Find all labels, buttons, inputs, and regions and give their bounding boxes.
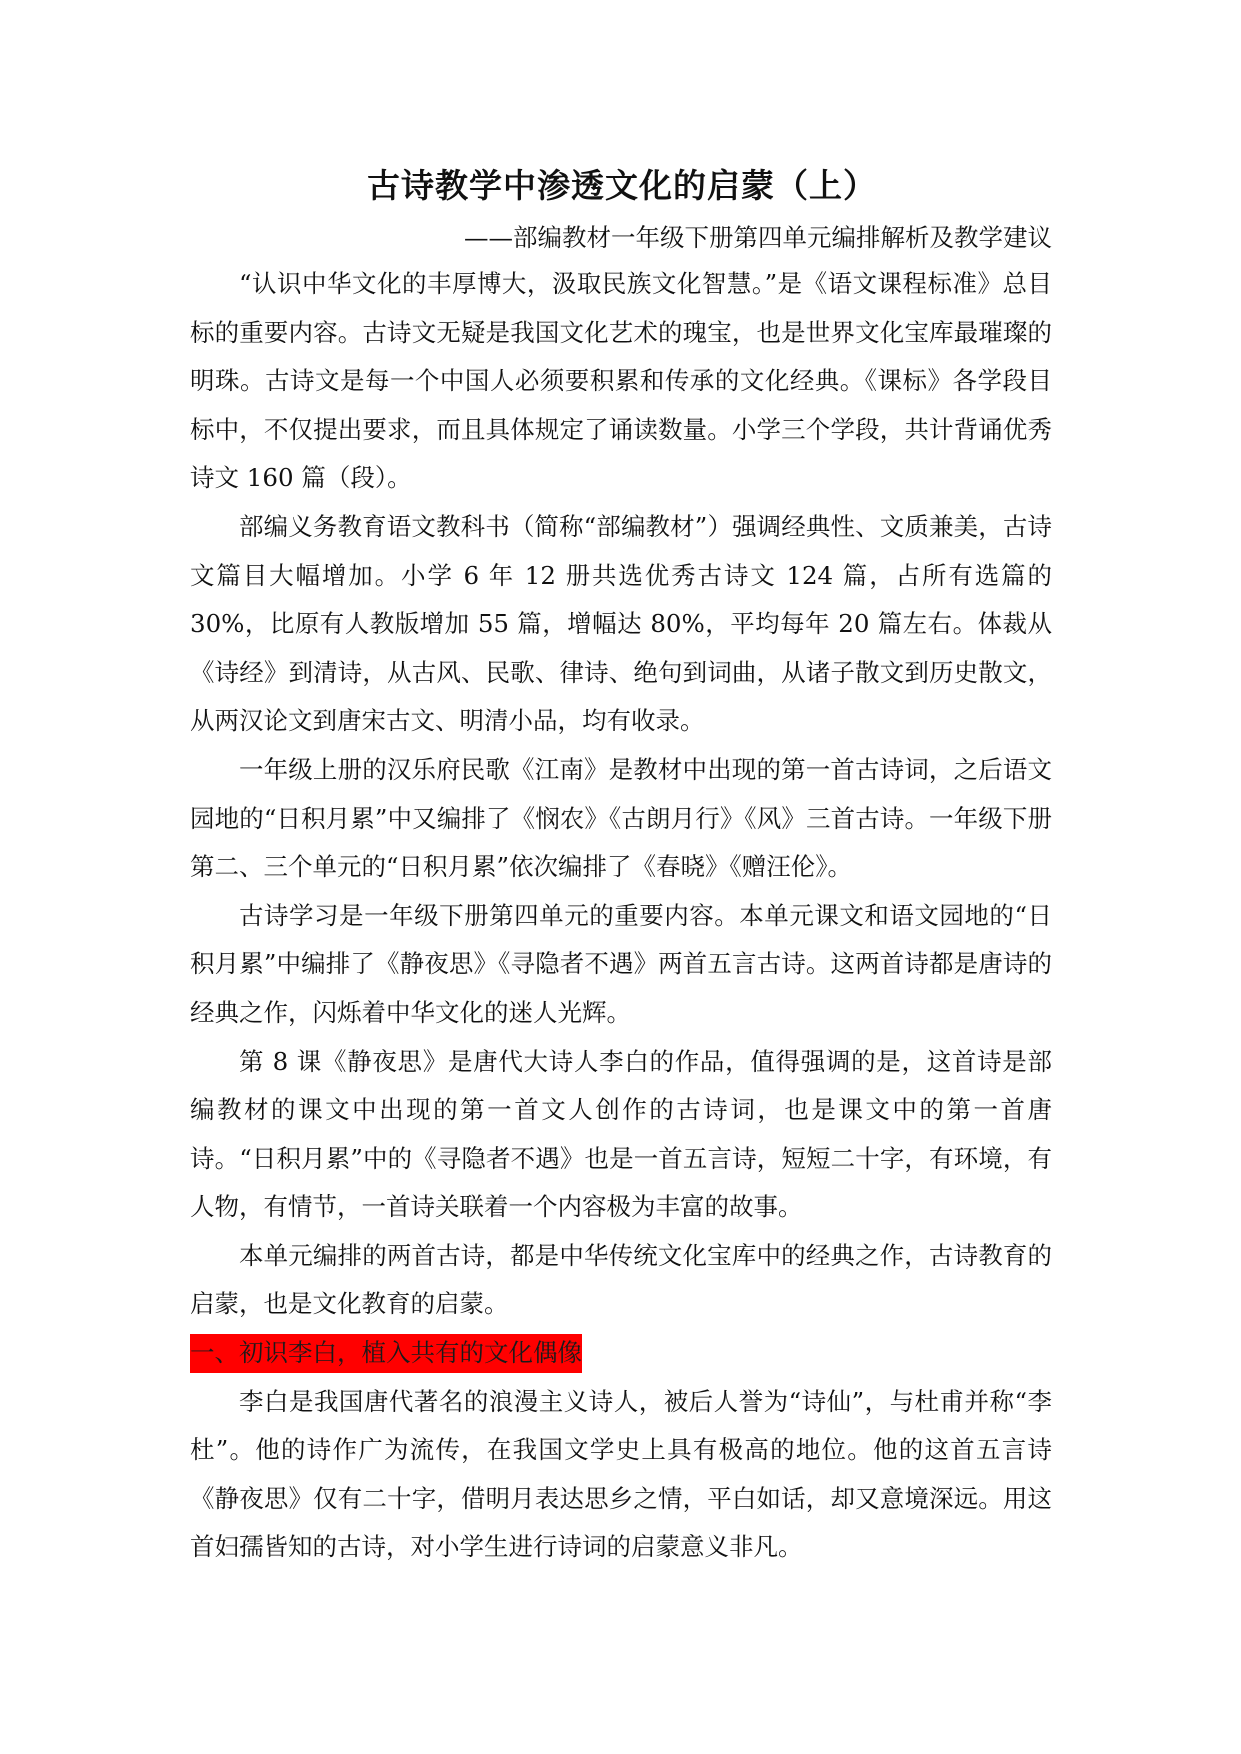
body-paragraph-5: 第 8 课《静夜思》是唐代大诗人李白的作品，值得强调的是，这首诗是部编教材的课文中出现的第一首文人创作的古诗词，也是课文中的第一首唐诗。“日积月累”中的《寻隐者不遇》也是一首五言诗，短短二十字，有环境，有人物，有情节，一首诗关联着一个内容极为丰富的故事。 (190, 1046, 1052, 1222)
section-paragraph-1: 李白是我国唐代著名的浪漫主义诗人，被后人誉为“诗仙”，与杜甫并称“李杜”。他的诗作广为流传，在我国文学史上具有极高的地位。他的这首五言诗《静夜思》仅有二十字，借明月表达思乡之情，平白如话，却又意境深远。用这首妇孺皆知的古诗，对小学生进行诗词的启蒙意义非凡。 (190, 1386, 1052, 1562)
section-heading-highlighted-text: 一、初识李白，植入共有的文化偶像 (190, 1334, 582, 1373)
section-heading (190, 1329, 1052, 1378)
body-paragraph-4: 古诗学习是一年级下册第四单元的重要内容。本单元课文和语文园地的“日积月累”中编排了《静夜思》《寻隐者不遇》两首五言古诗。这两首诗都是唐诗的经典之作，闪烁着中华文化的迷人光辉。 (190, 900, 1052, 1027)
document-page (190, 160, 1052, 1572)
body-paragraph-1: “认识中华文化的丰厚博大，汲取民族文化智慧。”是《语文课程标准》总目标的重要内容。古诗文无疑是我国文化艺术的瑰宝，也是世界文化宝库最璀璨的明珠。古诗文是每一个中国人必须要积累和传承的文化经典。《课标》各学段目标中，不仅提出要求，而且具体规定了诵读数量。小学三个学段，共计背诵优秀诗文 160 篇（段）。 (190, 269, 1052, 493)
body-paragraph-6: 本单元编排的两首古诗，都是中华传统文化宝库中的经典之作，古诗教育的启蒙，也是文化教育的启蒙。 (190, 1240, 1052, 1319)
body-paragraph-2: 部编义务教育语文教科书（简称“部编教材”）强调经典性、文质兼美，古诗文篇目大幅增加。小学 6 年 12 册共选优秀古诗文 124 篇，占所有选篇的 30%，比原有人教版增加 55 篇，增幅达 80%，平均每年 20 篇左右。体裁从《诗经》到清诗，从古风、民歌、律诗、绝句到词曲，从诸子散文到历史散文，从两汉论文到唐宋古文、明清小品，均有收录。 (190, 511, 1052, 736)
document-subtitle: ——部编教材一年级下册第四单元编排解析及教学建议 (464, 223, 1052, 252)
body-paragraph-3: 一年级上册的汉乐府民歌《江南》是教材中出现的第一首古诗词，之后语文园地的“日积月累”中又编排了《悯农》《古朗月行》《风》三首古诗。一年级下册第二、三个单元的“日积月累”依次编排了《春晓》《赠汪伦》。 (190, 754, 1052, 882)
document-title: 古诗教学中渗透文化的启蒙（上） (367, 166, 877, 205)
